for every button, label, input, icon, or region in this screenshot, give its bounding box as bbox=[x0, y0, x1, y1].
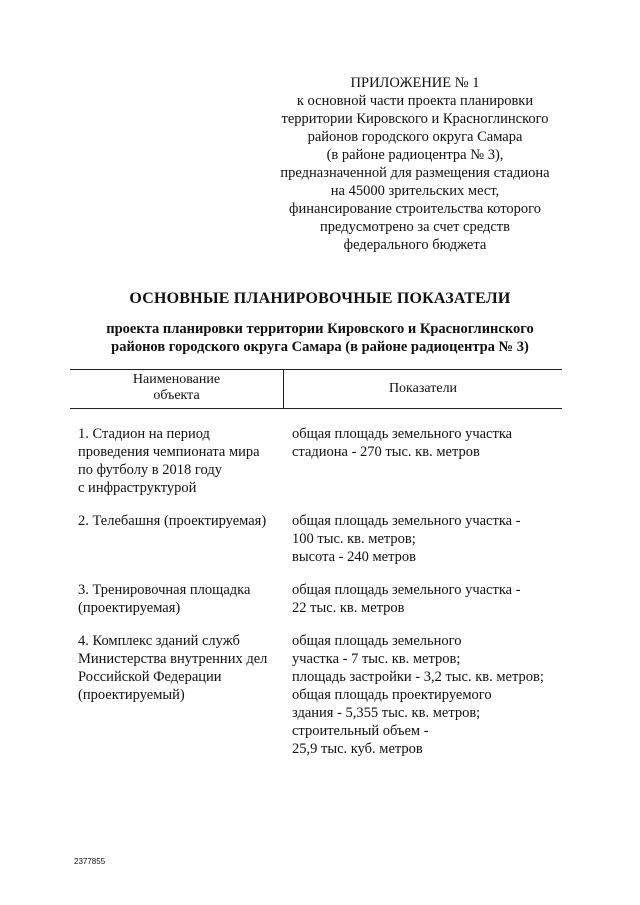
row-name-line: (проектируемый) bbox=[78, 687, 185, 703]
row-value-line: здания - 5,355 тыс. кв. метров; bbox=[292, 705, 481, 721]
table-header-rule bbox=[70, 408, 562, 409]
row-value-line: общая площадь проектируемого bbox=[292, 687, 492, 703]
appendix-line: (в районе радиоцентра № 3), bbox=[326, 147, 504, 163]
subtitle-line: проекта планировки территории Кировского и Красноглинского bbox=[106, 321, 534, 337]
appendix-line: предусмотрено за счет средств bbox=[320, 219, 510, 235]
subtitle-line: районов городского округа Самара (в районе радиоцентра № 3) bbox=[111, 339, 529, 355]
appendix-header bbox=[250, 74, 580, 254]
column-header-name-line: Наименование bbox=[132, 372, 221, 387]
column-header-name bbox=[70, 372, 283, 404]
row-name-line: 1. Стадион на период bbox=[78, 426, 210, 442]
row-name-line: Российской Федерации bbox=[78, 669, 222, 685]
appendix-line: к основной части проекта планировки bbox=[296, 93, 534, 109]
row-name-line: (проектируемая) bbox=[78, 600, 181, 616]
row-value-line: 100 тыс. кв. метров; bbox=[292, 531, 416, 547]
appendix-line: на 45000 зрительских мест, bbox=[330, 183, 500, 199]
row-value-line: строительный объем - bbox=[292, 723, 429, 739]
appendix-line: предназначенной для размещения стадиона bbox=[280, 165, 550, 181]
row-value-line: общая площадь земельного участка - bbox=[292, 513, 521, 529]
row-name-line: Министерства внутренних дел bbox=[78, 651, 268, 667]
document-number: 2377855 bbox=[74, 857, 106, 866]
row-name bbox=[78, 425, 283, 497]
appendix-line: территории Кировского и Красноглинского bbox=[281, 111, 549, 127]
row-value-line: общая площадь земельного участка bbox=[292, 426, 513, 442]
row-value-line: общая площадь земельного bbox=[292, 633, 462, 649]
row-name-line: 4. Комплекс зданий служб bbox=[78, 633, 240, 649]
row-value-line: 25,9 тыс. куб. метров bbox=[292, 741, 423, 757]
row-name-line: по футболу в 2018 году bbox=[78, 462, 222, 478]
row-name bbox=[78, 512, 283, 530]
row-value-line: высота - 240 метров bbox=[292, 549, 416, 565]
appendix-line: ПРИЛОЖЕНИЕ № 1 bbox=[350, 75, 480, 91]
page-title: ОСНОВНЫЕ ПЛАНИРОВОЧНЫЕ ПОКАЗАТЕЛИ bbox=[129, 290, 511, 307]
table-header bbox=[70, 369, 562, 409]
row-value bbox=[292, 425, 572, 461]
row-name-line: с инфраструктурой bbox=[78, 480, 197, 496]
row-value bbox=[292, 632, 572, 758]
row-name bbox=[78, 581, 283, 617]
row-value-line: участка - 7 тыс. кв. метров; bbox=[292, 651, 461, 667]
row-value bbox=[292, 512, 572, 566]
row-value-line: 22 тыс. кв. метров bbox=[292, 600, 405, 616]
page-subtitle bbox=[0, 320, 640, 356]
appendix-line: районов городского округа Самара bbox=[307, 129, 523, 145]
appendix-line: федерального бюджета bbox=[343, 237, 487, 253]
appendix-line: финансирование строительства которого bbox=[289, 201, 541, 217]
row-name-line: 2. Телебашня (проектируемая) bbox=[78, 513, 267, 529]
row-value-line: площадь застройки - 3,2 тыс. кв. метров; bbox=[292, 669, 544, 685]
row-value bbox=[292, 581, 572, 617]
row-value-line: общая площадь земельного участка - bbox=[292, 582, 521, 598]
row-value-line: стадиона - 270 тыс. кв. метров bbox=[292, 444, 480, 460]
row-name bbox=[78, 632, 283, 704]
row-name-line: 3. Тренировочная площадка bbox=[78, 582, 251, 598]
row-name-line: проведения чемпионата мира bbox=[78, 444, 260, 460]
column-header-name-line: объекта bbox=[153, 388, 200, 403]
column-header-value: Показатели bbox=[388, 381, 458, 396]
table-top-rule bbox=[70, 369, 562, 370]
